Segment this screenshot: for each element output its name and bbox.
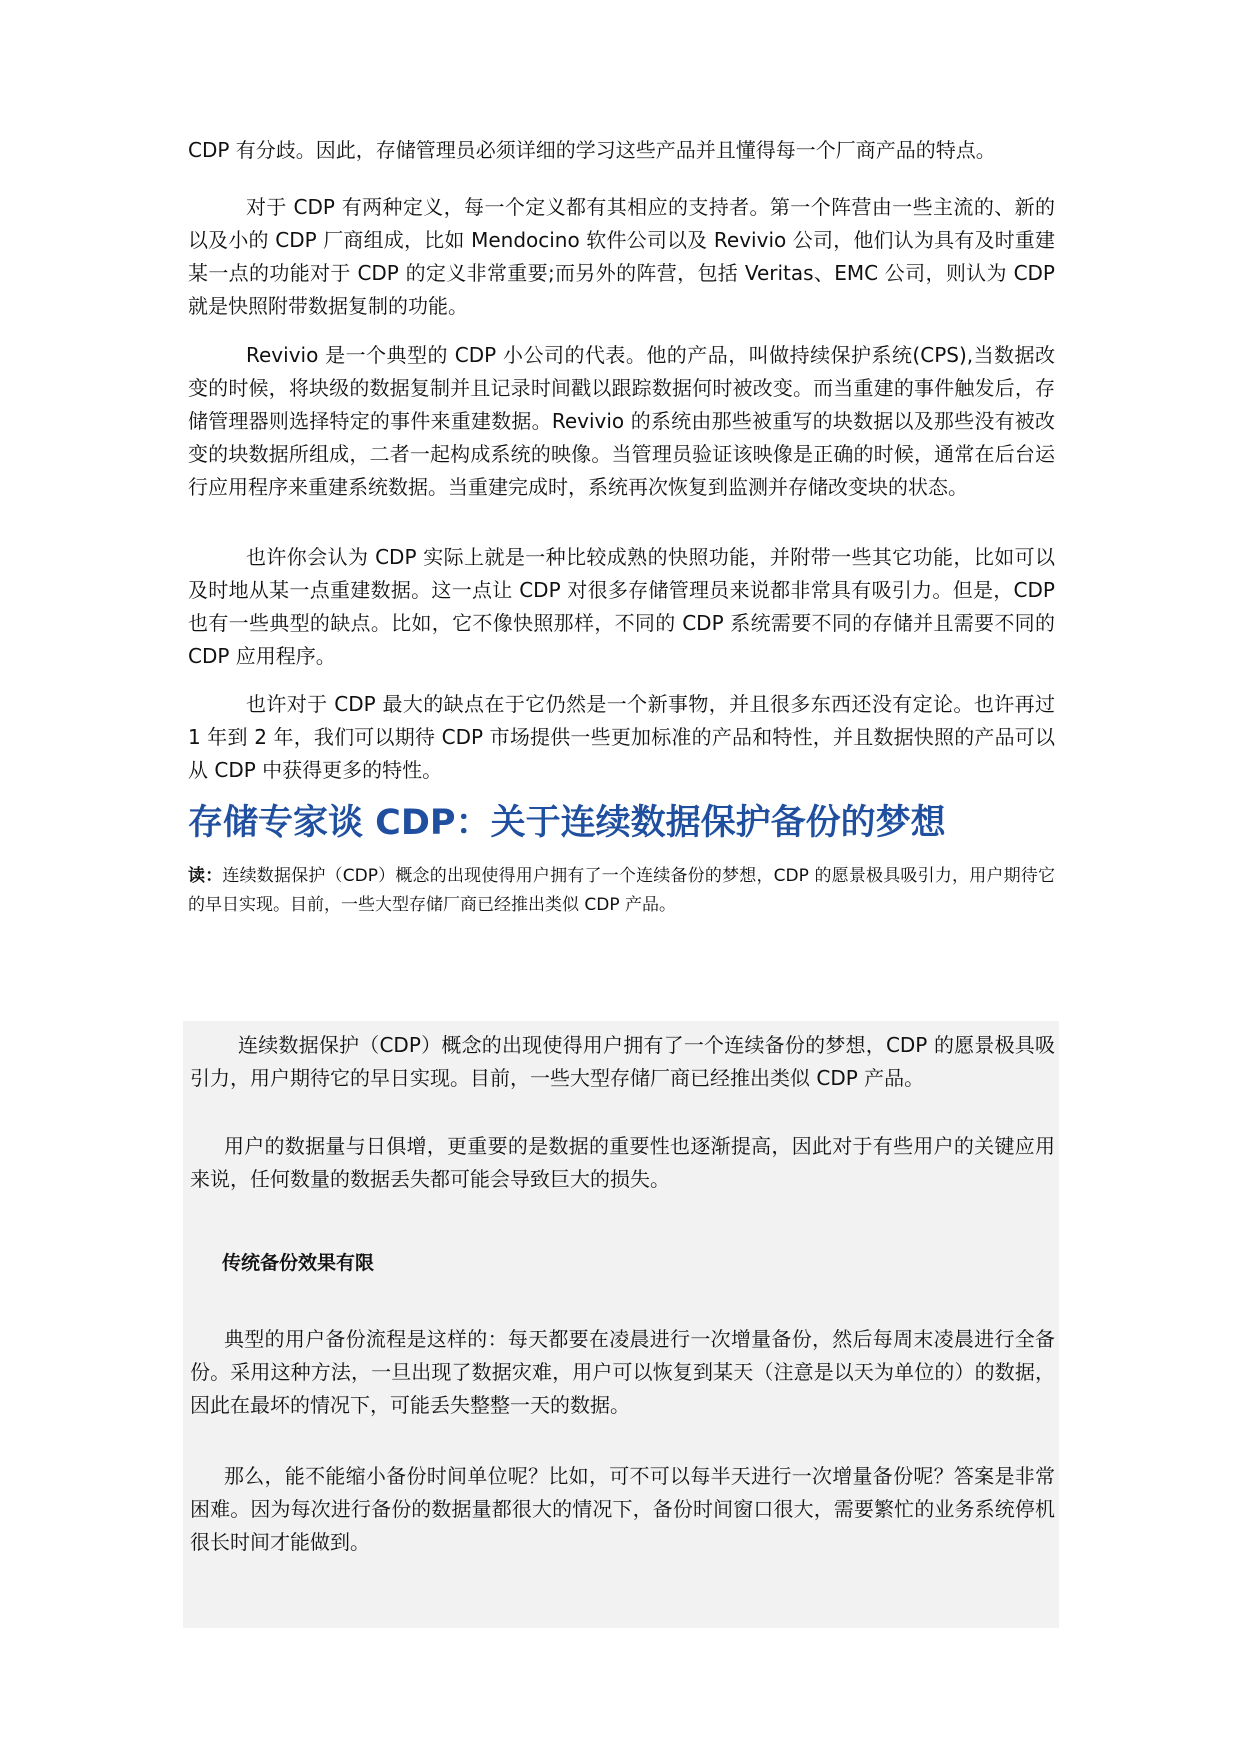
body-paragraph-cdp-intro: 连续数据保护（CDP）概念的出现使得用户拥有了一个连续备份的梦想，CDP 的愿景极具吸引力，用户期待它的早日实现。目前，一些大型存储厂商已经推出类似 CDP 产品。 [190,1033,1055,1090]
body-paragraph-data-growth: 用户的数据量与日俱增，更重要的是数据的重要性也逐渐提高，因此对于有些用户的关键应用来说，任何数量的数据丢失都可能会导致巨大的损失。 [190,1134,1055,1191]
paragraph-drawbacks: 也许对于 CDP 最大的缺点在于它仍然是一个新事物，并且很多东西还没有定论。也许再过 1 年到 2 年，我们可以期待 CDP 市场提供一些更加标准的产品和特性，并且数据快照的产品可以从 CDP 中获得更多的特性。 [188,692,1055,782]
paragraph-snapshot: 也许你会认为 CDP 实际上就是一种比较成熟的快照功能，并附带一些其它功能，比如可以及时地从某一点重建数据。这一点让 CDP 对很多存储管理员来说都非常具有吸引力。但是，CDP 也有一些典型的缺点。比如，它不像快照那样，不同的 CDP 系统需要不同的存储并且需要不同的 CDP 应用程序。 [188,545,1055,668]
paragraph-revivio: Revivio 是一个典型的 CDP 小公司的代表。他的产品，叫做持续保护系统(CPS),当数据改变的时候，将块级的数据复制并且记录时间戳以跟踪数据何时被改变。而当重建的事件触发后，存储管理器则选择特定的事件来重建数据。Revivio 的系统由那些被重写的块数据以及那些没有被改变的块数据所组成，二者一起构成系统的映像。当管理员验证该映像是正确的时候，通常在后台运行应用程序来重建系统数据。当重建完成时，系统再次恢复到监测并存储改变块的状态。 [188,343,1055,499]
lead-text: 连续数据保护（CDP）概念的出现使得用户拥有了一个连续备份的梦想，CDP 的愿景极具吸引力，用户期待它的早日实现。目前，一些大型存储厂商已经推出类似 CDP 产品。 [188,866,1055,915]
article-lead [188,862,1055,920]
body-paragraph-backup-flow: 典型的用户备份流程是这样的：每天都要在凌晨进行一次增量备份，然后每周末凌晨进行全备份。采用这种方法，一旦出现了数据灾难，用户可以恢复到某天（注意是以天为单位的）的数据，因此在最坏的情况下，可能丢失整整一天的数据。 [190,1327,1055,1417]
article-title: 存储专家谈 CDP：关于连续数据保护备份的梦想 [188,803,946,843]
paragraph-intro: CDP 有分歧。因此，存储管理员必须详细的学习这些产品并且懂得每一个厂商产品的特点。 [188,138,996,162]
section-subheading: 传统备份效果有限 [222,1252,375,1274]
paragraph-cdp-definitions: 对于 CDP 有两种定义，每一个定义都有其相应的支持者。第一个阵营由一些主流的、新的以及小的 CDP 厂商组成，比如 Mendocino 软件公司以及 Revivio 公司，他们认为具有及时重建某一点的功能对于 CDP 的定义非常重要;而另外的阵营，包括 Veritas、EMC 公司，则认为 CDP 就是快照附带数据复制的功能。 [188,195,1055,318]
body-paragraph-backup-window: 那么，能不能缩小备份时间单位呢？比如，可不可以每半天进行一次增量备份呢？答案是非常困难。因为每次进行备份的数据量都很大的情况下，备份时间窗口很大，需要繁忙的业务系统停机很长时间才能做到。 [190,1464,1055,1554]
lead-label: 读： [188,866,223,886]
